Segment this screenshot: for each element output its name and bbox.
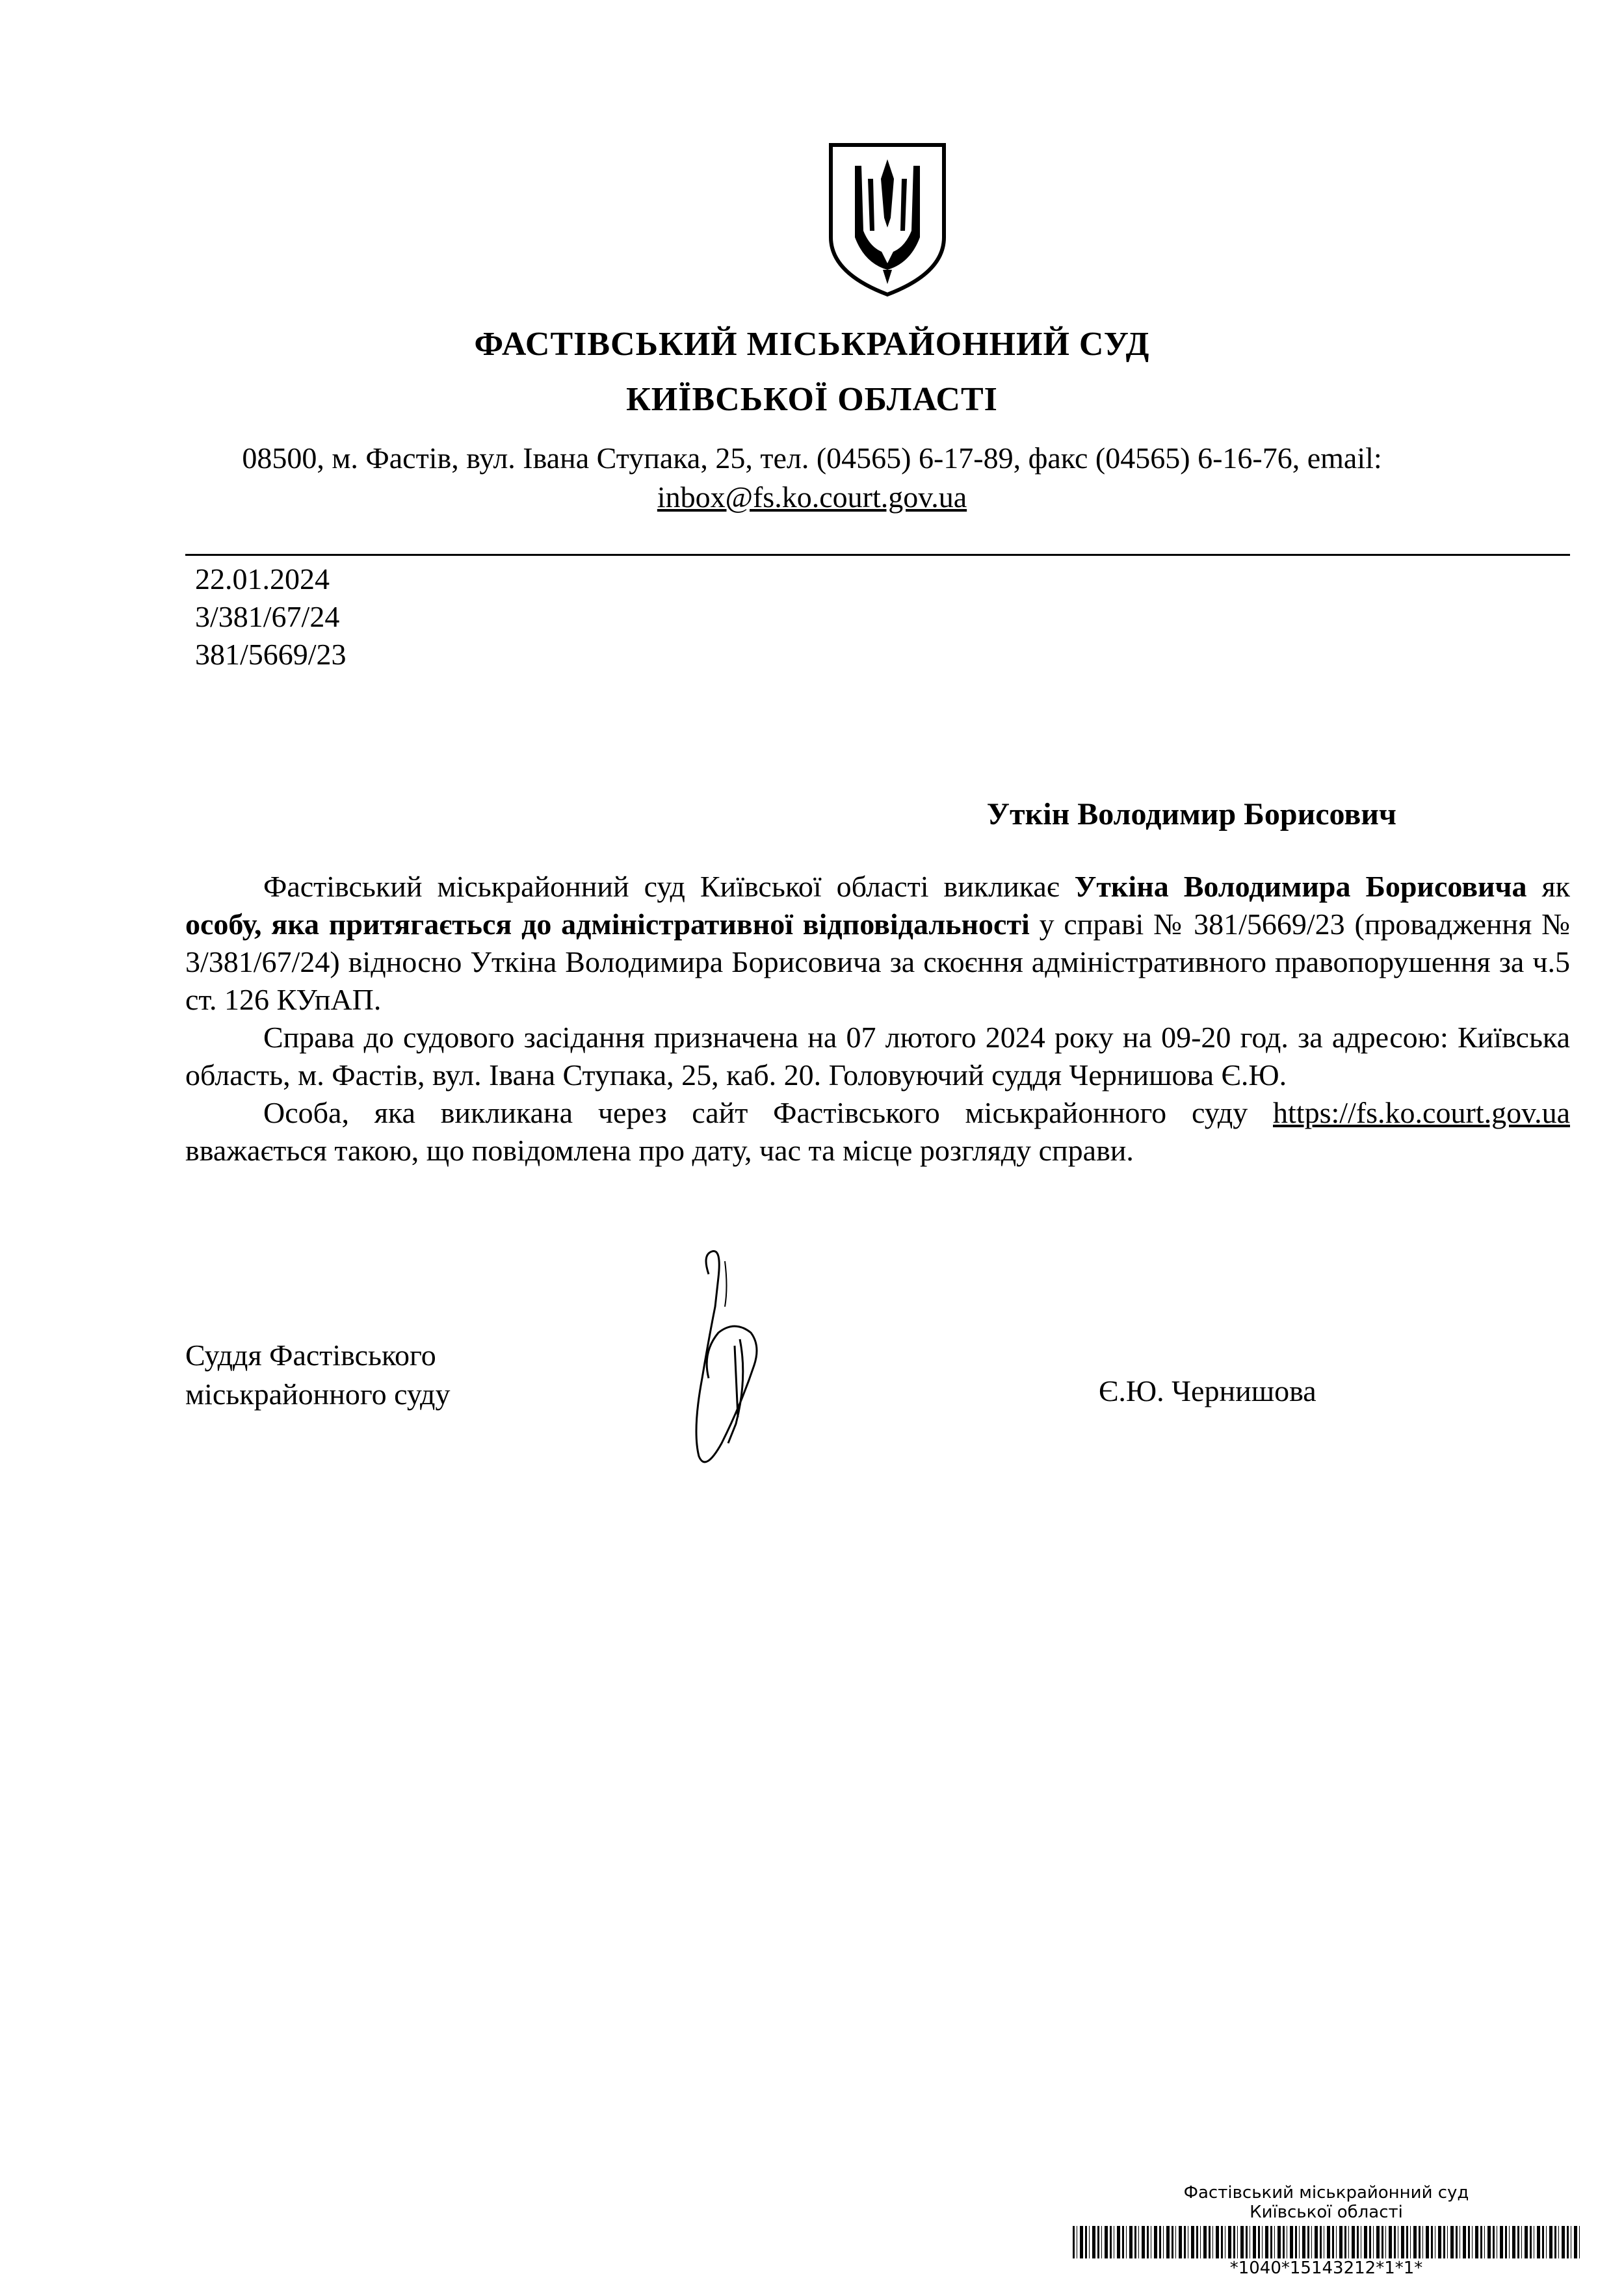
barcode: [1073, 2226, 1580, 2258]
proceeding-number: 3/381/67/24: [195, 600, 340, 633]
case-number: 381/5669/23: [195, 638, 347, 671]
court-address: 08500, м. Фастів, вул. Івана Ступака, 25, тел. (04565) 6-17-89, факс (04565) 6-16-76, email:: [242, 441, 1382, 475]
stamp-court-name: Фастівський міськрайонний суд: [1183, 2183, 1469, 2203]
defendant-status: особу, яка притягається до адміністративної відповідальності: [185, 908, 1030, 941]
paragraph-summons: Фастівський міськрайонний суд Київської області викликає Уткіна Володимира Борисовича як особу, яка притягається до адміністративної відповідальності у справі № 381/5669/23 (провадження № 3/381/67/24) відносно Уткіна Володимира Борисовича за скоєння адміністративного правопорушення за ч.5 ст. 126 КУпАП.: [185, 870, 1570, 1016]
stamp-region: Київської області: [1250, 2203, 1403, 2222]
defendant-name: Уткіна Володимира Борисовича: [1074, 870, 1527, 903]
court-stamp: [1073, 2183, 1580, 2278]
court-email-link[interactable]: inbox@fs.ko.court.gov.ua: [657, 480, 967, 514]
handwritten-signature-icon: [663, 1248, 780, 1482]
recipient-name: Уткін Володимир Борисович: [986, 797, 1396, 831]
court-name-line1: ФАСТІВСЬКИЙ МІСЬКРАЙОННИЙ СУД: [474, 326, 1150, 363]
header-divider: [185, 554, 1570, 556]
paragraph-notice: Особа, яка викликана через сайт Фастівського міськрайонного суду https://fs.ko.court.gov.ua вважається такою, що повідомлена про дату, час та місце розгляду справи.: [185, 1096, 1570, 1167]
coat-of-arms-icon: [826, 140, 949, 299]
paragraph-hearing: Справа до судового засідання призначена на 07 лютого 2024 року на 09-20 год. за адресою: Київська область, м. Фастів, вул. Івана Ступака, 25, каб. 20. Головуючий суддя Чернишова Є.Ю.: [185, 1021, 1570, 1092]
document-meta: [195, 560, 347, 674]
court-website-link[interactable]: https://fs.ko.court.gov.ua: [1273, 1096, 1570, 1129]
judge-position: Суддя Фастівського міськрайонного суду: [185, 1339, 451, 1411]
court-name-line2: КИЇВСЬКОЇ ОБЛАСТІ: [626, 381, 998, 418]
barcode-number: *1040*15143212*1*1*: [1229, 2258, 1423, 2278]
summons-body: [185, 868, 1570, 1170]
document-date: 22.01.2024: [195, 562, 330, 595]
judge-name: Є.Ю. Чернишова: [1099, 1374, 1316, 1407]
